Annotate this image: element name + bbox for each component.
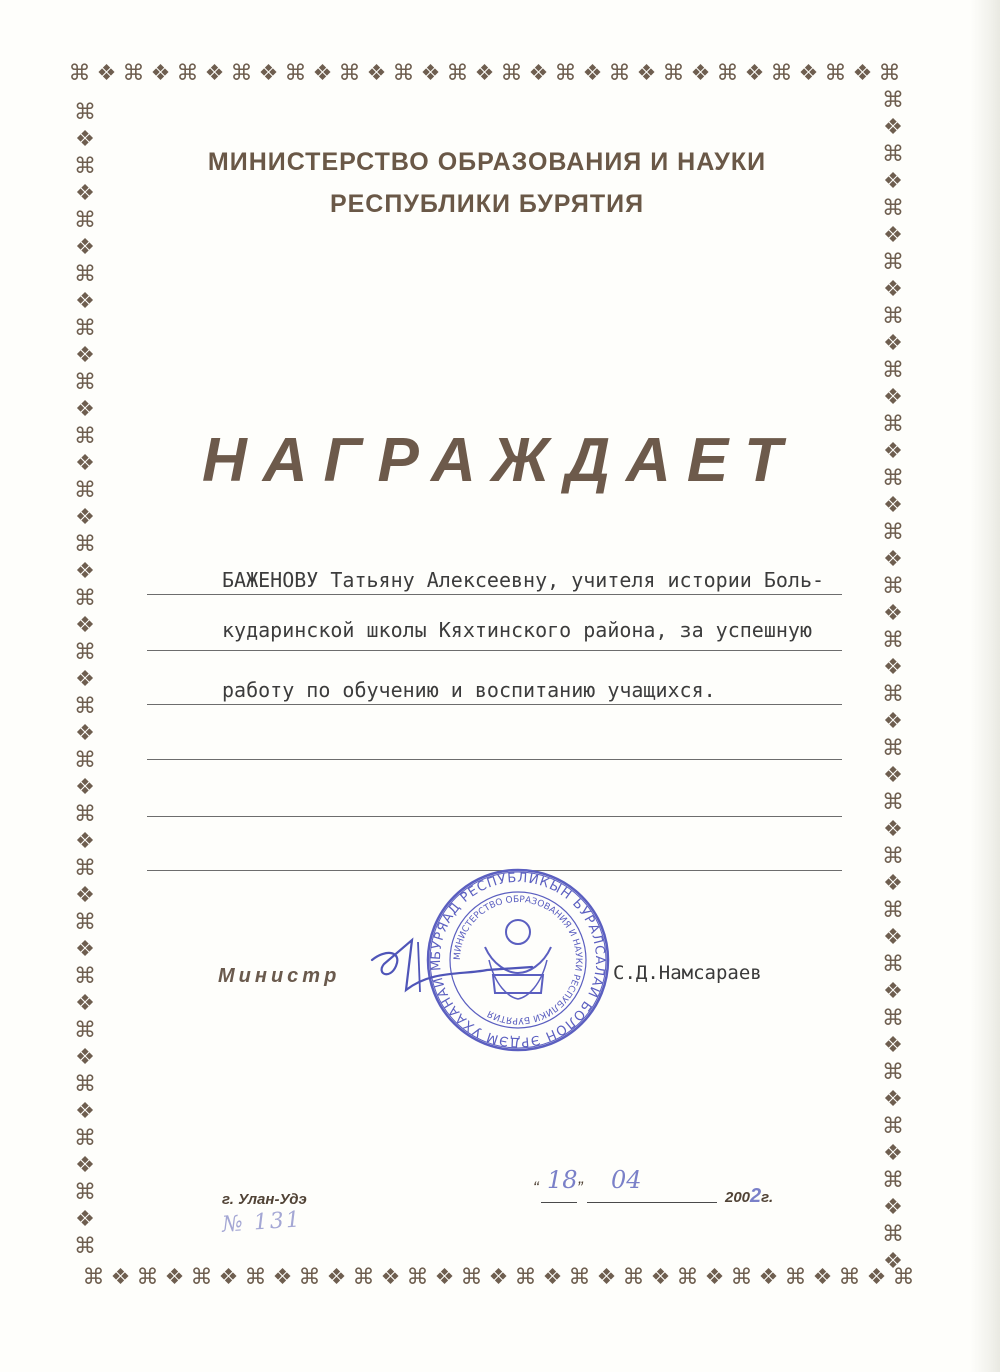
ornament-glyph: ⌘ bbox=[770, 61, 793, 86]
ornament-glyph: ⌘ bbox=[608, 61, 631, 86]
date-month: 04 bbox=[611, 1166, 642, 1194]
ornament-glyph: ⌘ bbox=[882, 466, 904, 491]
ornament-glyph: ⌘ bbox=[882, 250, 904, 275]
ornament-glyph: ⌘ bbox=[882, 628, 904, 653]
ornament-glyph: ⌘ bbox=[622, 1265, 645, 1290]
ornament-glyph: ⌘ bbox=[74, 1180, 96, 1205]
ornament-glyph: ❖ bbox=[883, 223, 903, 248]
ornament-glyph: ❖ bbox=[883, 493, 903, 518]
ornament-glyph: ❖ bbox=[883, 1087, 903, 1112]
ornament-glyph: ❖ bbox=[798, 61, 819, 86]
ornament-border-right bbox=[878, 90, 908, 1278]
writing-line bbox=[147, 759, 842, 760]
ornament-glyph: ⌘ bbox=[392, 61, 415, 86]
ornament-glyph: ❖ bbox=[883, 1141, 903, 1166]
ornament-glyph: ⌘ bbox=[882, 358, 904, 383]
ornament-glyph: ⌘ bbox=[74, 262, 96, 287]
ornament-glyph: ⌘ bbox=[406, 1265, 429, 1290]
ornament-glyph: ❖ bbox=[75, 451, 95, 476]
ornament-glyph: ❖ bbox=[744, 61, 765, 86]
ornament-glyph: ❖ bbox=[75, 829, 95, 854]
award-text-line: кударинской школы Кяхтинского района, за успешную bbox=[222, 618, 813, 642]
ornament-glyph: ⌘ bbox=[882, 1006, 904, 1031]
ornament-glyph: ❖ bbox=[75, 667, 95, 692]
writing-line bbox=[147, 704, 842, 705]
award-text-line: работу по обучению и воспитанию учащихся. bbox=[222, 678, 716, 702]
ornament-glyph: ⌘ bbox=[882, 682, 904, 707]
ornament-border-left bbox=[70, 102, 100, 1263]
ministry-name-line1: МИНИСТЕРСТВО ОБРАЗОВАНИЯ И НАУКИ bbox=[207, 148, 767, 176]
ornament-glyph: ⌘ bbox=[74, 154, 96, 179]
city-label: г. Улан-Удэ bbox=[222, 1191, 307, 1208]
ornament-glyph: ❖ bbox=[380, 1265, 401, 1290]
ornament-glyph: ❖ bbox=[542, 1265, 563, 1290]
ornament-glyph: ❖ bbox=[883, 1195, 903, 1220]
ornament-glyph: ❖ bbox=[75, 613, 95, 638]
ornament-glyph: ⌘ bbox=[882, 1060, 904, 1085]
ornament-glyph: ⌘ bbox=[676, 1265, 699, 1290]
registration-number: № 131 bbox=[221, 1207, 303, 1238]
ornament-glyph: ⌘ bbox=[122, 61, 145, 86]
ornament-glyph: ⌘ bbox=[74, 640, 96, 665]
ornament-glyph: ⌘ bbox=[68, 61, 91, 86]
ornament-glyph: ⌘ bbox=[878, 61, 901, 86]
ornament-glyph: ⌘ bbox=[882, 1168, 904, 1193]
certificate-title: НАГРАЖДАЕТ bbox=[201, 426, 799, 495]
ornament-glyph: ⌘ bbox=[716, 61, 739, 86]
ornament-glyph: ⌘ bbox=[514, 1265, 537, 1290]
ornament-glyph: ❖ bbox=[883, 331, 903, 356]
ornament-glyph: ⌘ bbox=[838, 1265, 861, 1290]
ornament-glyph: ⌘ bbox=[298, 1265, 321, 1290]
ornament-glyph: ❖ bbox=[326, 1265, 347, 1290]
date-year: 2002г. bbox=[725, 1185, 774, 1207]
ornament-glyph: ❖ bbox=[704, 1265, 725, 1290]
ornament-glyph: ❖ bbox=[883, 925, 903, 950]
ornament-glyph: ❖ bbox=[75, 289, 95, 314]
ornament-glyph: ❖ bbox=[866, 1265, 887, 1290]
ornament-glyph: ⌘ bbox=[500, 61, 523, 86]
award-text-line: БАЖЕНОВУ Татьяну Алексеевну, учителя истории Боль- bbox=[222, 568, 825, 592]
ornament-glyph: ❖ bbox=[75, 1045, 95, 1070]
ornament-glyph: ⌘ bbox=[824, 61, 847, 86]
ornament-glyph: ⌘ bbox=[74, 694, 96, 719]
ornament-glyph: ❖ bbox=[883, 277, 903, 302]
ornament-glyph: ⌘ bbox=[882, 1222, 904, 1247]
ornament-glyph: ⌘ bbox=[882, 304, 904, 329]
ornament-glyph: ⌘ bbox=[882, 142, 904, 167]
ornament-glyph: ❖ bbox=[272, 1265, 293, 1290]
ornament-glyph: ⌘ bbox=[136, 1265, 159, 1290]
ornament-glyph: ⌘ bbox=[74, 856, 96, 881]
ornament-glyph: ❖ bbox=[75, 991, 95, 1016]
ministry-name-line2: РЕСПУБЛИКИ БУРЯТИЯ bbox=[329, 190, 645, 218]
ornament-glyph: ❖ bbox=[150, 61, 171, 86]
ornament-glyph: ⌘ bbox=[74, 208, 96, 233]
minister-name: С.Д.Намсараев bbox=[613, 962, 762, 984]
ornament-glyph: ⌘ bbox=[352, 1265, 375, 1290]
ornament-glyph: ❖ bbox=[258, 61, 279, 86]
ornament-glyph: ❖ bbox=[75, 181, 95, 206]
ornament-glyph: ⌘ bbox=[74, 964, 96, 989]
ornament-glyph: ❖ bbox=[650, 1265, 671, 1290]
ornament-glyph: ❖ bbox=[883, 655, 903, 680]
ornament-glyph: ⌘ bbox=[882, 736, 904, 761]
date-quote-open: “ bbox=[533, 1178, 539, 1197]
ornament-border-top bbox=[66, 63, 903, 85]
ornament-glyph: ⌘ bbox=[74, 910, 96, 935]
ornament-glyph: ❖ bbox=[96, 61, 117, 86]
ornament-glyph: ❖ bbox=[75, 1099, 95, 1124]
ornament-glyph: ⌘ bbox=[882, 952, 904, 977]
ornament-glyph: ⌘ bbox=[74, 1072, 96, 1097]
ornament-glyph: ⌘ bbox=[882, 844, 904, 869]
ornament-glyph: ❖ bbox=[596, 1265, 617, 1290]
ornament-glyph: ❖ bbox=[812, 1265, 833, 1290]
ornament-glyph: ⌘ bbox=[244, 1265, 267, 1290]
ornament-glyph: ⌘ bbox=[176, 61, 199, 86]
ornament-glyph: ❖ bbox=[110, 1265, 131, 1290]
ornament-glyph: ❖ bbox=[75, 235, 95, 260]
ornament-glyph: ❖ bbox=[883, 439, 903, 464]
date-day-underline bbox=[541, 1202, 577, 1203]
ornament-glyph: ⌘ bbox=[74, 100, 96, 125]
ornament-glyph: ⌘ bbox=[82, 1265, 105, 1290]
ornament-glyph: ⌘ bbox=[882, 790, 904, 815]
ornament-glyph: ⌘ bbox=[882, 1114, 904, 1139]
ornament-glyph: ❖ bbox=[883, 979, 903, 1004]
ornament-glyph: ⌘ bbox=[74, 748, 96, 773]
ornament-glyph: ⌘ bbox=[882, 412, 904, 437]
ornament-glyph: ❖ bbox=[75, 721, 95, 746]
ornament-glyph: ⌘ bbox=[662, 61, 685, 86]
ornament-glyph: ⌘ bbox=[74, 1018, 96, 1043]
ornament-glyph: ❖ bbox=[883, 547, 903, 572]
ornament-glyph: ⌘ bbox=[882, 88, 904, 113]
ornament-glyph: ❖ bbox=[366, 61, 387, 86]
ornament-glyph: ⌘ bbox=[74, 424, 96, 449]
ornament-glyph: ❖ bbox=[883, 169, 903, 194]
ornament-glyph: ⌘ bbox=[190, 1265, 213, 1290]
ornament-glyph: ❖ bbox=[883, 601, 903, 626]
ornament-glyph: ❖ bbox=[75, 343, 95, 368]
ornament-glyph: ⌘ bbox=[446, 61, 469, 86]
ornament-glyph: ❖ bbox=[883, 115, 903, 140]
writing-line bbox=[147, 816, 842, 817]
ornament-glyph: ⌘ bbox=[784, 1265, 807, 1290]
date-day: 18 bbox=[547, 1166, 578, 1194]
writing-line bbox=[147, 594, 842, 595]
ornament-border-bottom bbox=[80, 1267, 917, 1289]
svg-text:МИНИСТЕРСТВО ОБРАЗОВАНИЯ И НАУ: МИНИСТЕРСТВО ОБРАЗОВАНИЯ И НАУКИ РЕСПУБЛИКИ БУРЯТИЯ bbox=[452, 894, 584, 1026]
ornament-glyph: ❖ bbox=[883, 871, 903, 896]
minister-signature bbox=[362, 930, 542, 1015]
ornament-glyph: ⌘ bbox=[568, 1265, 591, 1290]
ornament-glyph: ⌘ bbox=[74, 532, 96, 557]
ornament-glyph: ❖ bbox=[204, 61, 225, 86]
ornament-glyph: ❖ bbox=[218, 1265, 239, 1290]
date-quote-close: ” bbox=[577, 1178, 583, 1197]
ornament-glyph: ❖ bbox=[690, 61, 711, 86]
ornament-glyph: ⌘ bbox=[74, 1234, 96, 1259]
ornament-glyph: ❖ bbox=[636, 61, 657, 86]
date-block bbox=[533, 1166, 793, 1212]
ornament-glyph: ⌘ bbox=[284, 61, 307, 86]
ornament-glyph: ❖ bbox=[312, 61, 333, 86]
ornament-glyph: ❖ bbox=[852, 61, 873, 86]
ornament-glyph: ⌘ bbox=[460, 1265, 483, 1290]
ornament-glyph: ❖ bbox=[164, 1265, 185, 1290]
ornament-glyph: ⌘ bbox=[74, 1126, 96, 1151]
ornament-glyph: ❖ bbox=[474, 61, 495, 86]
ornament-glyph: ❖ bbox=[75, 937, 95, 962]
ornament-glyph: ⌘ bbox=[338, 61, 361, 86]
ornament-glyph: ❖ bbox=[75, 1153, 95, 1178]
ornament-glyph: ❖ bbox=[883, 709, 903, 734]
ornament-glyph: ❖ bbox=[75, 883, 95, 908]
ornament-glyph: ❖ bbox=[528, 61, 549, 86]
ornament-glyph: ❖ bbox=[75, 505, 95, 530]
ornament-glyph: ⌘ bbox=[74, 478, 96, 503]
ornament-glyph: ⌘ bbox=[74, 802, 96, 827]
ornament-glyph: ❖ bbox=[883, 385, 903, 410]
ornament-glyph: ❖ bbox=[758, 1265, 779, 1290]
ornament-glyph: ❖ bbox=[883, 1249, 903, 1274]
date-month-underline bbox=[587, 1202, 717, 1203]
ornament-glyph: ❖ bbox=[883, 1033, 903, 1058]
ornament-glyph: ⌘ bbox=[74, 370, 96, 395]
ornament-glyph: ❖ bbox=[75, 1207, 95, 1232]
ornament-glyph: ❖ bbox=[75, 559, 95, 584]
ornament-glyph: ❖ bbox=[582, 61, 603, 86]
ornament-glyph: ⌘ bbox=[74, 316, 96, 341]
ornament-glyph: ⌘ bbox=[882, 520, 904, 545]
ornament-glyph: ⌘ bbox=[554, 61, 577, 86]
ornament-glyph: ⌘ bbox=[882, 196, 904, 221]
ornament-glyph: ❖ bbox=[75, 775, 95, 800]
ornament-glyph: ⌘ bbox=[74, 586, 96, 611]
paper-edge bbox=[970, 0, 1000, 1372]
ornament-glyph: ❖ bbox=[883, 763, 903, 788]
ornament-glyph: ⌘ bbox=[882, 898, 904, 923]
ornament-glyph: ❖ bbox=[488, 1265, 509, 1290]
ornament-glyph: ❖ bbox=[883, 817, 903, 842]
ornament-glyph: ⌘ bbox=[892, 1265, 915, 1290]
ornament-glyph: ❖ bbox=[420, 61, 441, 86]
minister-label: Министр bbox=[218, 965, 341, 987]
ornament-glyph: ❖ bbox=[75, 397, 95, 422]
ornament-glyph: ❖ bbox=[434, 1265, 455, 1290]
writing-line bbox=[147, 650, 842, 651]
svg-text:БУРЯАД РЕСПУБЛИКЫН ЬУРАЛСАЛАЙ: БУРЯАД РЕСПУБЛИКЫН ЬУРАЛСАЛАЙ БОЛОН ЭРДЭМ УХААНАЙ М bbox=[428, 870, 608, 1050]
ornament-glyph: ❖ bbox=[75, 127, 95, 152]
ornament-glyph: ⌘ bbox=[730, 1265, 753, 1290]
ornament-glyph: ⌘ bbox=[882, 574, 904, 599]
ornament-glyph: ⌘ bbox=[230, 61, 253, 86]
